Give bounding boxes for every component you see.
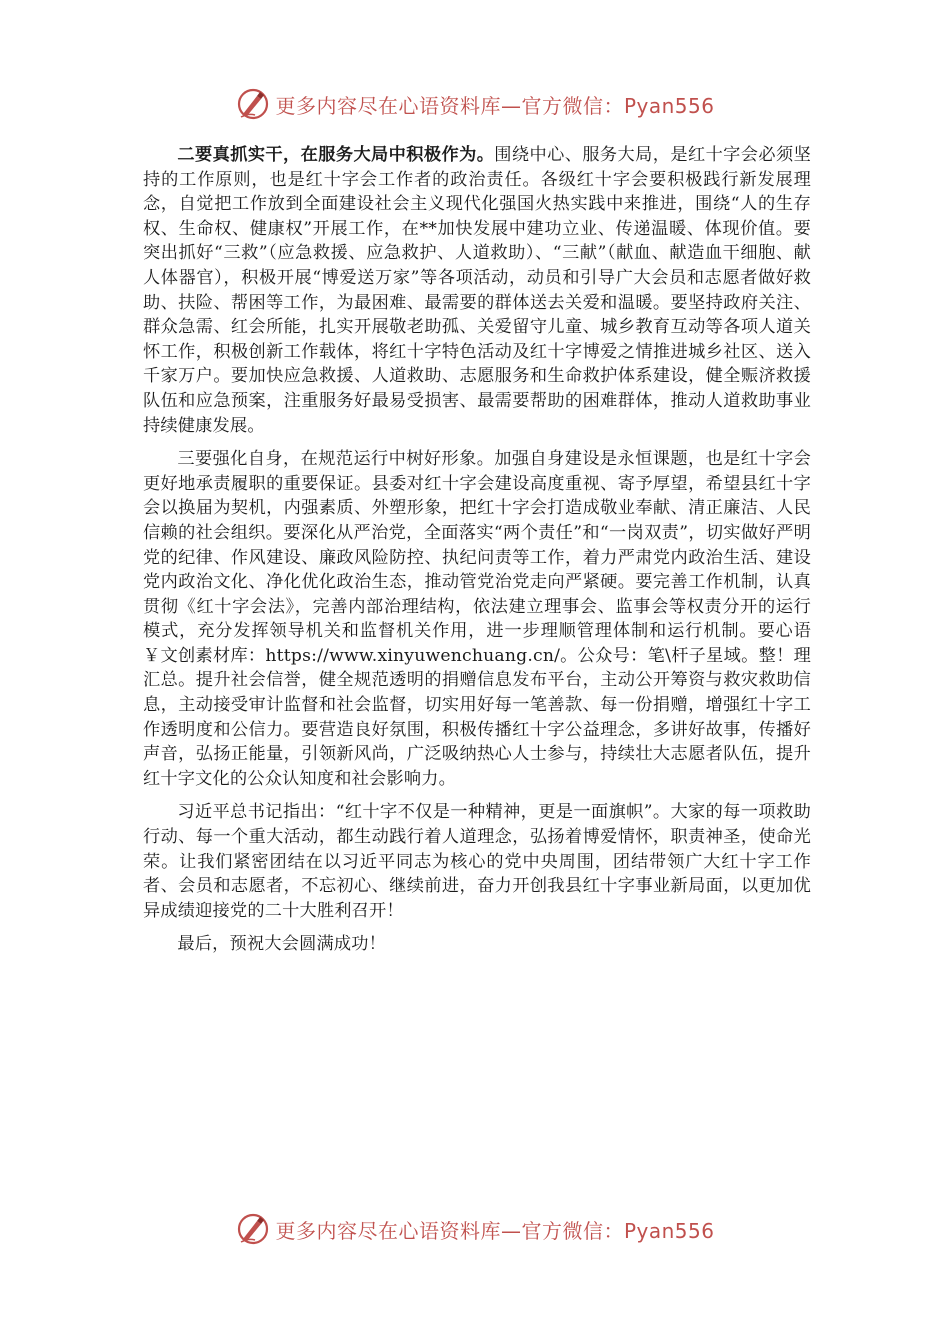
paragraph-closing	[143, 932, 811, 957]
paragraph-closing-body: 最后，预祝大会圆满成功！	[177, 934, 387, 955]
footer-banner	[0, 1209, 950, 1249]
paragraph-3-body: 三要强化自身，在规范运行中树好形象。加强自身建设是永恒课题，也是红十字会更好地承责履职的重要保证。县委对红十字会建设高度重视、寄予厚望，希望县红十字会以换届为契机，内强素质、外塑形象，把红十字会打造成敬业奉献、清正廉洁、人民信赖的社会组织。要深化从严治党，全面落实“两个责任”和“一岗双责”，切实做好严明党的纪律、作风建设、廉政风险防控、执纪问责等工作，着力严肃党内政治生活、建设党内政治文化、净化优化政治生态，推动管党治党走向严紧硬。要完善工作机制，认真贯彻《红十字会法》，完善内部治理结构，依法建立理事会、监事会等权责分开的运行模式，充分发挥领导机关和监督机关作用，进一步理顺管理体制和运行机制。要心语￥文创素材库：https://www.xinyuwenchuang.cn/。公众号：笔\杆子星域。整！理汇总。提升社会信誉，健全规范透明的捐赠信息发布平台，主动公开筹资与救灾救助信息，主动接受审计监督和社会监督，切实用好每一笔善款、每一份捐赠，增强红十字工作透明度和公信力。要营造良好氛围，积极传播红十字公益理念，多讲好故事，传播好声音，弘扬正能量，引领新风尚，广泛吸纳热心人士参与，持续壮大志愿者队伍，提升红十字文化的公众认知度和社会影响力。	[143, 449, 811, 789]
header-banner-text: 更多内容尽在心语资料库—官方微信：Pyan556	[275, 93, 715, 118]
paragraph-4-body: 习近平总书记指出：“红十字不仅是一种精神，更是一面旗帜”。大家的每一项救助行动、每一个重大活动，都生动践行着人道理念，弘扬着博爱情怀，职责神圣，使命光荣。让我们紧密团结在以习近平同志为核心的党中央周围，团结带领广大红十字工作者、会员和志愿者，不忘初心、继续前进，奋力开创我县红十字事业新局面，以更加优异成绩迎接党的二十大胜利召开！	[143, 802, 811, 921]
document-body	[143, 143, 811, 966]
paragraph-2-body: 围绕中心、服务大局，是红十字会必须坚持的工作原则，也是红十字会工作者的政治责任。各级红十字会要积极践行新发展理念，自觉把工作放到全面建设社会主义现代化强国火热实践中来推进，围绕“人的生存权、生命权、健康权”开展工作，在**加快发展中建功立业、传递温暖、体现价值。要突出抓好“三救”（应急救援、应急救护、人道救助）、“三献”（献血、献造血干细胞、献人体器官），积极开展“博爱送万家”等各项活动，动员和引导广大会员和志愿者做好救助、扶险、帮困等工作，为最困难、最需要的群体送去关爱和温暖。要坚持政府关注、群众急需、红会所能，扎实开展敬老助孤、关爱留守儿童、城乡教育互动等各项人道关怀工作，积极创新工作载体，将红十字特色活动及红十字博爱之情推进城乡社区、送入千家万户。要加快应急救援、人道救助、志愿服务和生命救护体系建设，健全赈济救援队伍和应急预案，注重服务好最易受损害、最需要帮助的困难群体，推动人道救助事业持续健康发展。	[143, 145, 811, 436]
pen-logo-icon	[235, 1211, 271, 1247]
paragraph-2-lead: 二要真抓实干，在服务大局中积极作为。	[177, 145, 495, 165]
paragraph-3	[143, 447, 811, 791]
paragraph-2	[143, 143, 811, 438]
pen-logo-icon	[235, 86, 271, 122]
footer-banner-text: 更多内容尽在心语资料库—官方微信：Pyan556	[275, 1218, 715, 1243]
paragraph-4	[143, 800, 811, 923]
header-banner	[0, 84, 950, 124]
